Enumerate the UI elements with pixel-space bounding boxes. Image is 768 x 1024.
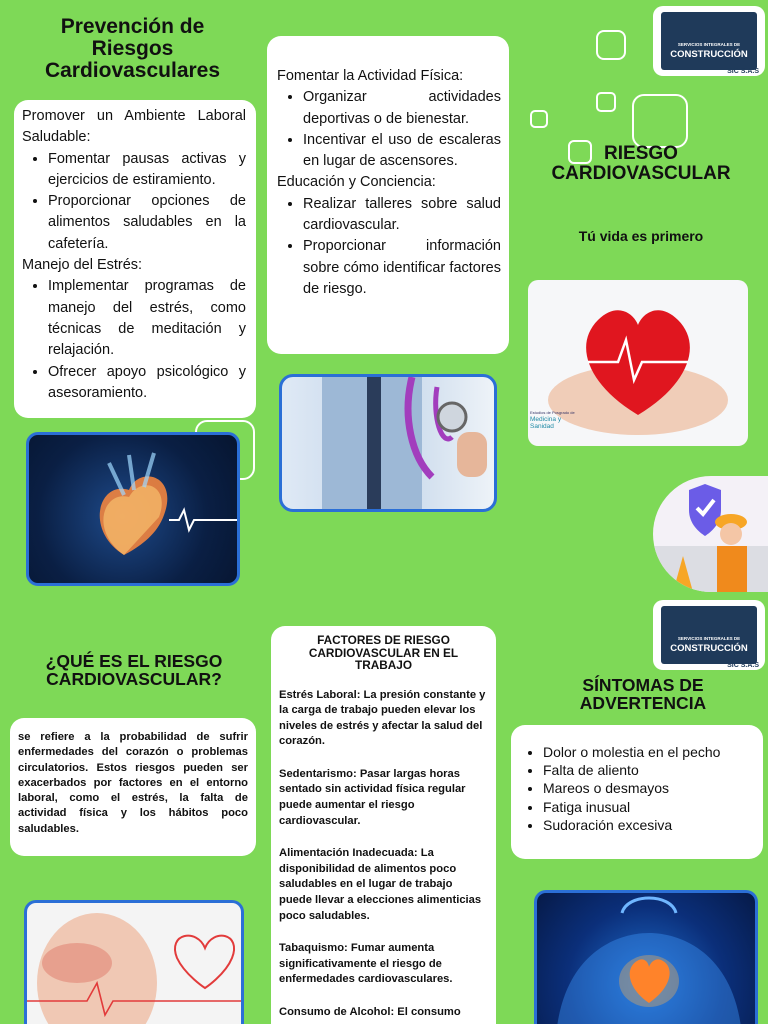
- list-item: • Falta de aliento: [543, 761, 755, 779]
- factor-item: Alimentación Inadecuada: La disponibilidad de alimentos poco saludables en el lugar de trabajo puede llevar a elecciones alimenticias poco saludables.: [279, 847, 482, 922]
- decor-square: [596, 92, 616, 112]
- list-item: • Realizar talleres sobre salud cardiovascular.: [303, 194, 501, 237]
- ecg-line-icon: [27, 903, 244, 1024]
- card-heading: Fomentar la Actividad Física:: [277, 68, 464, 84]
- sintomas-list: [519, 743, 755, 834]
- safety-worker-image: [653, 476, 768, 592]
- list-item: • Ofrecer apoyo psicológico y asesoramiento.: [48, 362, 246, 405]
- bullet-list: [277, 194, 501, 300]
- list-item: • Fomentar pausas activas y ejercicios de estiramiento.: [48, 149, 246, 192]
- decor-square: [530, 110, 548, 128]
- middle-prevention-card: [267, 36, 509, 354]
- factores-title: FACTORES DE RIESGO CARDIOVASCULAR EN EL TRABAJO: [308, 633, 459, 672]
- logo-sic: SIC S.A.S: [727, 68, 759, 75]
- list-item: • Implementar programas de manejo del estrés, como técnicas de meditación y relajación.: [48, 276, 246, 361]
- bullet-list: [22, 276, 246, 404]
- heart-photo-caption: Medicina y Sanidad: [530, 416, 562, 430]
- card-heading: Manejo del Estrés:: [22, 257, 143, 274]
- tagline: Tú vida es primero: [578, 228, 704, 244]
- heart-icon: [29, 435, 240, 586]
- que-es-text: se refiere a la probabilidad de sufrir enfermedades del corazón o problemas circulatorios. Estos riesgos pueden ser exacerbados por factores en el entorno laboral, como el estrés, la falta de actividad física y los hábitos poco saludables.: [18, 731, 248, 835]
- factores-card: [271, 626, 496, 1024]
- list-item: • Proporcionar información sobre cómo identificar factores de riesgo.: [303, 236, 501, 300]
- list-item: • Dolor o molestia en el pecho: [543, 743, 755, 761]
- heart-photo-small: Estudios de Posgrado de: [530, 410, 575, 415]
- list-item: • Organizar actividades deportivas o de bienestar.: [303, 87, 501, 130]
- que-es-title: ¿QUÉ ES EL RIESGO CARDIOVASCULAR?: [45, 651, 223, 690]
- doctor-stethoscope-image: [279, 374, 497, 512]
- list-item: • Sudoración excesiva: [543, 816, 755, 834]
- sintomas-title: SÍNTOMAS DE ADVERTENCIA: [579, 675, 707, 714]
- que-es-card: [10, 718, 256, 856]
- decor-square: [632, 94, 688, 148]
- sintomas-card: [511, 725, 763, 859]
- anatomical-heart-image: [26, 432, 240, 586]
- shield-check-icon: [653, 476, 768, 592]
- chest-pain-image: [24, 900, 244, 1024]
- factor-item: Estrés Laboral: La presión constante y la carga de trabajo pueden elevar los niveles de estrés y afectar la salud del corazón.: [279, 688, 486, 748]
- right-title: RIESGO CARDIOVASCULAR: [551, 143, 731, 184]
- list-item: • Fatiga inusual: [543, 798, 755, 816]
- list-item: • Incentivar el uso de escaleras en lugar de ascensores.: [303, 130, 501, 173]
- heart-hands-image: [528, 280, 748, 446]
- card-heading: Educación y Conciencia:: [277, 174, 436, 191]
- logo-sic: SIC S.A.S: [727, 662, 759, 669]
- logo-line2: CONSTRUCCIÓN: [670, 643, 748, 654]
- logo-line1: SERVICIOS INTEGRALES DE: [677, 636, 741, 641]
- factor-item: Tabaquismo: Fumar aumenta significativamente el riesgo de enfermedades cardiovasculares.: [279, 942, 453, 986]
- logo-line2: CONSTRUCCIÓN: [670, 49, 748, 60]
- decor-square: [596, 30, 626, 60]
- xray-torso-image: [534, 890, 758, 1024]
- company-logo: [653, 6, 765, 76]
- factor-item: Sedentarismo: Pasar largas horas sentado sin actividad física regular puede aumentar el riesgo cardiovascular.: [279, 767, 466, 827]
- left-title: Prevención de Riesgos Cardiovasculares: [44, 15, 221, 83]
- left-prevention-card: [14, 100, 256, 418]
- logo-line1: SERVICIOS INTEGRALES DE: [677, 42, 741, 47]
- bullet-list: [22, 149, 246, 255]
- logo-building: [661, 606, 757, 664]
- bullet-list: [277, 87, 501, 172]
- card-heading: Promover un Ambiente Laboral Saludable:: [22, 108, 246, 146]
- company-logo-2: [653, 600, 765, 670]
- heart-icon: [537, 893, 758, 1024]
- factores-list: [279, 688, 488, 1021]
- factor-item: Consumo de Alcohol: El consumo: [279, 1006, 461, 1018]
- logo-building: [661, 12, 757, 70]
- list-item: • Proporcionar opciones de alimentos saludables en la cafetería.: [48, 191, 246, 255]
- list-item: • Mareos o desmayos: [543, 779, 755, 797]
- stethoscope-icon: [282, 377, 497, 512]
